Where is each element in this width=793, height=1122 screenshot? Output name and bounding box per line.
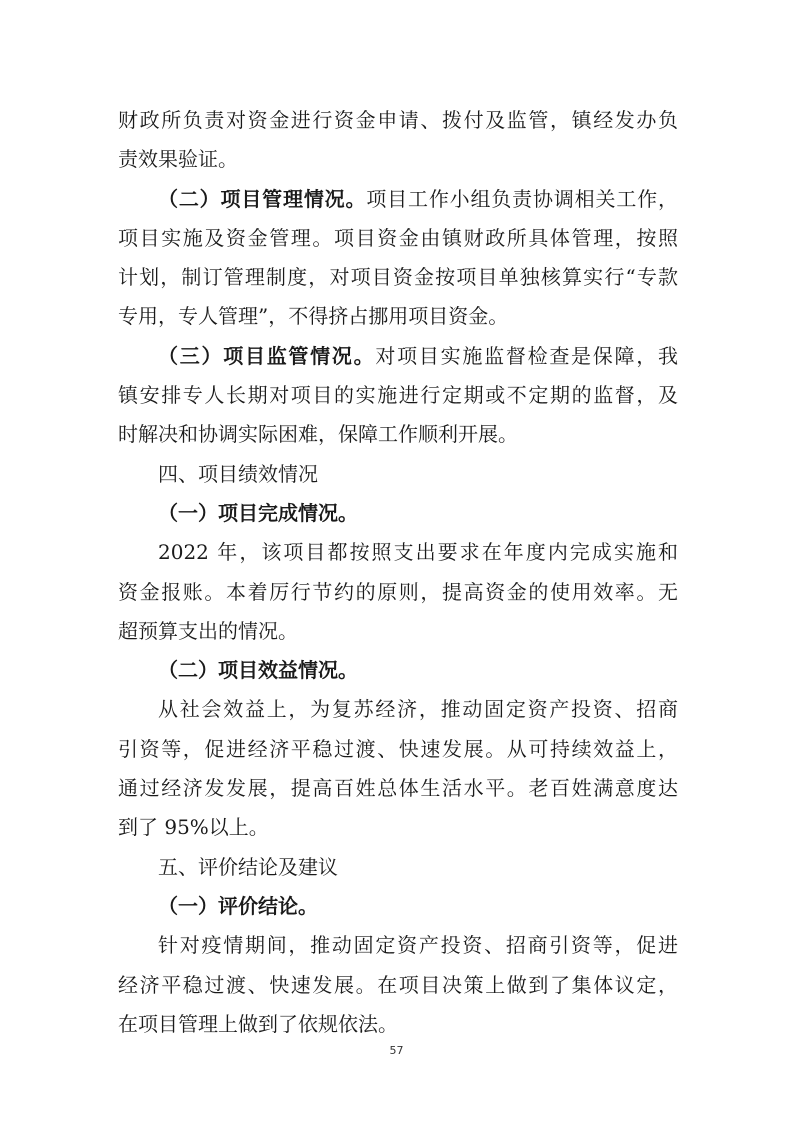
paragraph-2-line-1 xyxy=(118,180,678,219)
section-5-heading: 五、评价结论及建议 xyxy=(158,854,338,879)
paragraph-2-line-4: 专用，专人管理”，不得挤占挪用项目资金。 xyxy=(118,304,509,329)
paragraph-5-line-1: 从社会效益上，为复苏经济，推动固定资产投资、招商 xyxy=(158,697,678,722)
paragraph-3-line-1-text: 对项目实施监督检查是保障，我 xyxy=(375,343,679,368)
paragraph-4-line-2: 资金报账。本着厉行节约的原则，提高资金的使用效率。无 xyxy=(118,579,678,604)
evaluation-conclusion-heading: （一）评价结论。 xyxy=(158,893,318,918)
paragraph-3-line-3: 时解决和协调实际困难，保障工作顺利开展。 xyxy=(118,422,518,447)
paragraph-3-line-1 xyxy=(118,337,678,376)
paragraph-5-line-4: 到了 95%以上。 xyxy=(118,815,269,840)
paragraph-1-line-2: 责效果验证。 xyxy=(118,147,238,172)
body-text xyxy=(118,101,678,1044)
paragraph-5-line-3: 通过经济发发展，提高百姓总体生活水平。老百姓满意度达 xyxy=(118,776,678,801)
paragraph-1-line-1: 财政所负责对资金进行资金申请、拨付及监管，镇经发办负 xyxy=(118,108,678,132)
paragraph-2-line-2: 项目实施及资金管理。项目资金由镇财政所具体管理，按照 xyxy=(118,225,678,250)
project-completion-heading: （一）项目完成情况。 xyxy=(158,500,358,525)
paragraph-3-line-2: 镇安排专人长期对项目的实施进行定期或不定期的监督，及 xyxy=(118,383,678,408)
page-number: 57 xyxy=(389,1044,404,1057)
project-supervision-heading: （三）项目监管情况。 xyxy=(158,343,376,368)
paragraph-2-line-3: 计划，制订管理制度，对项目资金按项目单独核算实行“专款 xyxy=(118,265,678,290)
project-benefit-heading: （二）项目效益情况。 xyxy=(158,658,358,683)
paragraph-2-line-1-text: 项目工作小组负责协调相关工作， xyxy=(366,186,679,211)
section-4-heading: 四、项目绩效情况 xyxy=(158,461,318,486)
paragraph-4-line-1: 2022 年，该项目都按照支出要求在年度内完成实施和 xyxy=(158,540,678,565)
project-management-heading: （二）项目管理情况。 xyxy=(158,186,367,211)
paragraph-4-line-3: 超预算支出的情况。 xyxy=(118,618,298,643)
paragraph-5-line-2: 引资等，促进经济平稳过渡、快速发展。从可持续效益上， xyxy=(118,736,678,761)
paragraph-6-line-1: 针对疫情期间，推动固定资产投资、招商引资等，促进 xyxy=(158,933,678,958)
paragraph-6-line-2: 经济平稳过渡、快速发展。在项目决策上做到了集体议定， xyxy=(118,972,678,997)
paragraph-6-line-3: 在项目管理上做到了依规依法。 xyxy=(118,1011,398,1036)
